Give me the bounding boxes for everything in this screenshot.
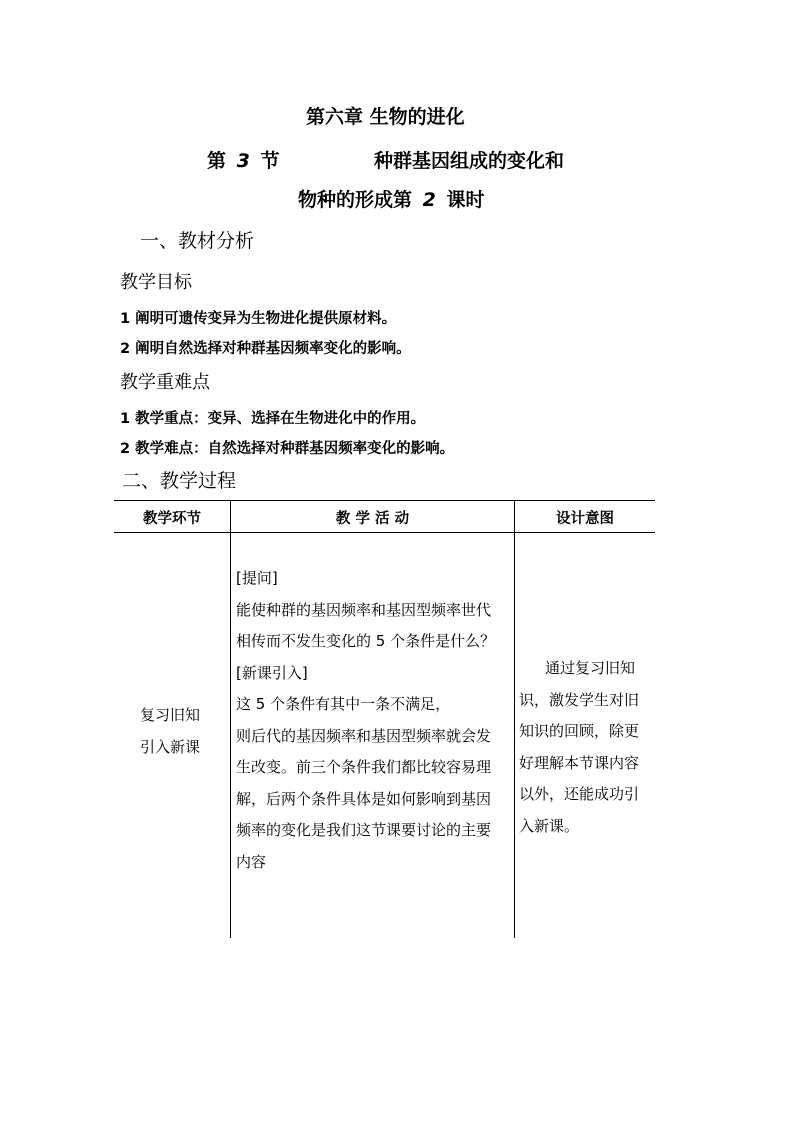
intent-line: 好理解本节课内容 (519, 753, 640, 772)
lesson-prefix: 物种的形成第 (298, 189, 413, 211)
header-activity: 教 学 活 动 (335, 511, 410, 527)
part2-heading: 二、教学过程 (122, 470, 237, 492)
section-prefix: 第 (207, 150, 227, 172)
intent-line: 识，激发学生对旧 (519, 690, 640, 709)
activity-line: 相传而不发生变化的 5 个条件是什么？ (236, 632, 496, 650)
section-number (207, 146, 280, 173)
section-suffix: 节 (260, 150, 280, 172)
intent-line: 以外，还能成功引 (519, 785, 640, 803)
header-intent: 设计意图 (556, 511, 614, 527)
key-point-item: 2 教学难点：自然选择对种群基因频率变化的影响。 (120, 441, 455, 457)
part1-heading: 一、教材分析 (140, 230, 255, 252)
key-points-heading: 教学重难点 (120, 372, 210, 393)
intent-cell (519, 653, 639, 842)
stage-cell (140, 700, 200, 763)
section-title: 种群基因组成的变化和 (374, 150, 565, 172)
lesson-suffix: 课时 (446, 189, 485, 211)
activity-line: 频率的变化是我们这节课要讨论的主要 (236, 821, 492, 839)
intent-line: 知识的回顾，除更 (519, 722, 640, 740)
stage-line: 引入新课 (140, 737, 201, 756)
activity-cell (236, 563, 495, 878)
activity-line: 解，后两个条件具体是如何影响到基因 (236, 789, 492, 808)
objective-item: 2 阐明自然选择对种群基因频率变化的影响。 (120, 341, 411, 357)
table-header-border (114, 532, 655, 533)
intent-line: 入新课。 (519, 816, 580, 835)
activity-line: 则后代的基因频率和基因型频率就会发 (236, 726, 492, 745)
activity-line: [提问] (236, 569, 278, 587)
activity-line: 内容 (236, 852, 267, 871)
table-top-border (114, 500, 655, 501)
activity-line: 这 5 个条件有其中一条不满足， (236, 695, 451, 713)
activity-line: 生改变。前三个条件我们都比较容易理 (236, 758, 492, 776)
stage-line: 复习旧知 (140, 706, 201, 724)
section-title-line2 (298, 185, 485, 212)
chapter-title: 第六章 生物的进化 (306, 106, 465, 128)
key-point-item: 1 教学重点：变异、选择在生物进化中的作用。 (120, 411, 426, 427)
activity-line: 能使种群的基因频率和基因型频率世代 (236, 600, 492, 619)
section-number-value: 3 (236, 150, 250, 172)
lesson-number: 2 (422, 189, 436, 211)
objectives-heading: 教学目标 (120, 272, 192, 293)
header-stage: 教学环节 (143, 511, 201, 527)
activity-line: [新课引入] (236, 663, 308, 682)
intent-line: 通过复习旧知 (545, 659, 636, 677)
objective-item: 1 阐明可遗传变异为生物进化提供原材料。 (120, 311, 397, 327)
table-col-divider (230, 500, 231, 938)
table-col-divider (514, 500, 515, 938)
